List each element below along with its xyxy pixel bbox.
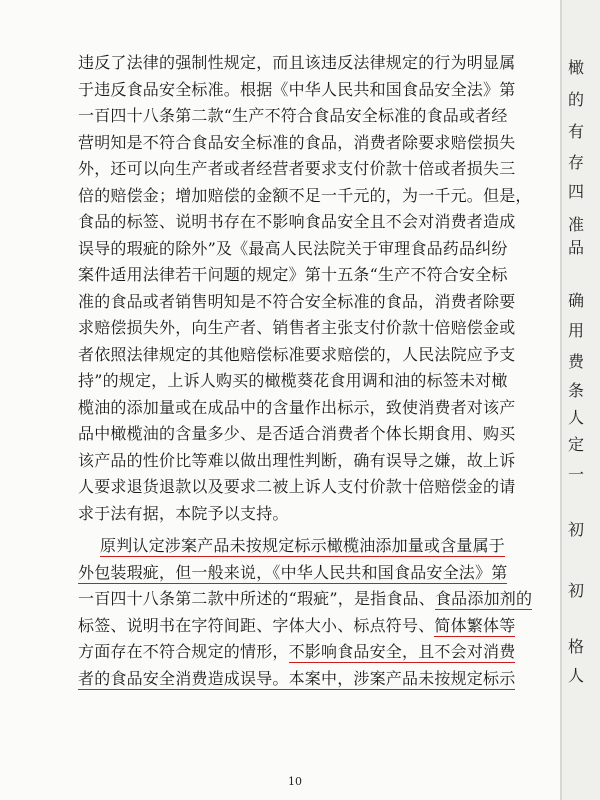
underlined-text: 且不会对消费	[418, 642, 516, 661]
next-page-fragment: 格	[568, 637, 585, 656]
next-page-fragment: 确	[568, 291, 585, 310]
plain-text: 字符间距、字体大小、标点符号、	[191, 615, 435, 635]
document-body	[78, 50, 558, 692]
next-page-fragment: 准	[568, 215, 585, 234]
page-divider	[560, 0, 562, 800]
text-line	[78, 666, 558, 693]
text-line: 食品的标签、说明书存在不影响食品安全且不会对消费者造成	[78, 212, 516, 231]
text-line: 倍的赔偿金；增加赔偿的金额不足一千元的，为一千元。但是，	[78, 185, 532, 205]
text-line	[78, 613, 558, 640]
text-line: 违反了法律的强制性规定，而且该违反法律规定的行为明显属	[78, 53, 516, 72]
text-line: 者依照法律规定的其他赔偿标准要求赔偿的，人民法院应予支	[78, 344, 516, 364]
next-page-fragment: 品	[568, 238, 585, 257]
next-page-fragment: 初	[568, 581, 585, 600]
underlined-text: 食品添加剂的	[434, 589, 533, 608]
text-line: 一百四十八条第二款“生产不符合食品安全标准的食品或者经	[78, 106, 508, 125]
text-line: 求赔偿损失外，向生产者、销售者主张支付价款十倍赔偿金或	[78, 318, 516, 337]
next-page-fragment: 一	[568, 465, 585, 484]
next-page-fragment: 初	[568, 520, 585, 539]
text-line	[78, 639, 558, 666]
plain-text: 一百四十八条第二款中所述的“瑕疵”，是指食品、	[78, 589, 435, 608]
underlined-text: 外包装瑕疵，但一般来说，《中华人民共和国食品安全法》第	[78, 562, 508, 582]
underlined-text: 原判认定涉案产品未按规定标示橄榄油添加量或含量属于	[100, 536, 506, 555]
underlined-text: 本案中，涉案产品未按规定标示	[288, 668, 516, 688]
next-page-fragment: 有	[568, 122, 585, 141]
text-line: 持”的规定，上诉人购买的橄榄葵花食用调和油的标签未对橄	[78, 371, 508, 390]
underlined-text: 简体繁体等	[434, 615, 516, 635]
text-line: 营明知是不符合食品安全标准的食品，消费者除要求赔偿损失	[78, 132, 516, 152]
text-line	[78, 560, 558, 587]
next-page-fragment: 的	[568, 90, 585, 109]
next-page-fragment: 条	[568, 381, 585, 400]
next-page-fragment: 用	[568, 321, 585, 340]
next-page-fragment: 定	[568, 435, 585, 454]
text-line	[78, 586, 558, 613]
underlined-text: 不影响食品安全，	[288, 642, 419, 661]
text-line: 品中橄榄油的含量多少、是否适合消费者个体长期食用、购买	[78, 424, 516, 443]
text-line: 准的食品或者销售明知是不符合安全标准的食品，消费者除要	[78, 291, 516, 311]
text-line: 误导的瑕疵的除外”及《最高人民法院关于审理食品药品纠纷	[78, 238, 508, 258]
text-line: 外，还可以向生产者或者经营者要求支付价款十倍或者损失三	[78, 159, 516, 178]
text-line: 案件适用法律若干问题的规定》第十五条“生产不符合安全标	[78, 265, 508, 284]
next-page-fragment: 存	[568, 153, 585, 172]
plain-text: 标签、说明书在	[78, 615, 192, 635]
plain-text: 方面存在不符合规定的情形，	[78, 642, 289, 661]
text-line	[78, 533, 558, 560]
text-line: 于违反食品安全标准。根据《中华人民共和国食品安全法》第	[78, 79, 516, 99]
text-line: 求于法有据，本院予以支持。	[78, 503, 289, 523]
next-page-fragment: 费	[568, 352, 585, 371]
next-page-fragment: 橄	[568, 58, 585, 77]
underlined-text: 者的食品安全消费造成误导。	[78, 668, 289, 688]
next-page-fragment: 人	[568, 408, 585, 427]
next-page-fragment: 人	[568, 666, 585, 685]
page-number: 10	[288, 775, 302, 788]
text-line: 该产品的性价比等难以做出理性判断，确有误导之嫌，故上诉	[78, 450, 516, 470]
next-page-fragment: 四	[568, 182, 585, 201]
text-line: 人要求退货退款以及要求二被上诉人支付价款十倍赔偿金的请	[78, 477, 516, 496]
text-line: 榄油的添加量或在成品中的含量作出标示，致使消费者对该产	[78, 397, 516, 417]
